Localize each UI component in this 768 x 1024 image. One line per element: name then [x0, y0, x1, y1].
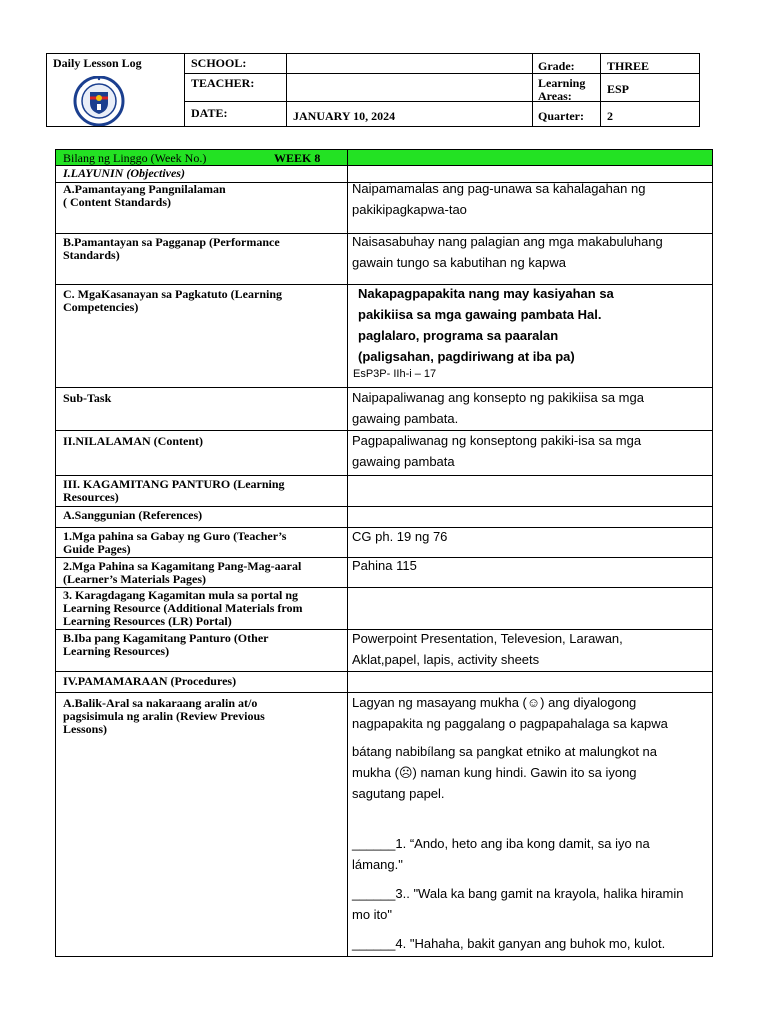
quarter-value: 2	[607, 109, 613, 123]
lesson-log-table	[55, 149, 713, 957]
school-label: SCHOOL:	[191, 56, 247, 70]
grade-label: Grade:	[538, 59, 575, 73]
subtask-value: Naipapaliwanag ang konsepto ng pakikiisa sa mga gawaing pambata.	[352, 390, 644, 426]
quarter-label: Quarter:	[538, 109, 584, 123]
content-standards-value: Naipamamalas ang pag-unawa sa kahalagahan ng pakikipagkapwa-tao	[352, 181, 646, 217]
learning-areas-label-2: Areas:	[538, 89, 572, 103]
content-value: Pagpapaliwanag ng konseptong pakiki-isa sa mga gawaing pambata	[352, 433, 642, 469]
competency-code: EsP3P- IIh-i – 17	[353, 368, 437, 380]
week-label: Bilang ng Linggo (Week No.)	[63, 151, 207, 165]
performance-standards-value: Naisasabuhay nang palagian ang mga makabuluhang gawain tungo sa kabutihan ng kapwa	[352, 234, 663, 270]
date-value: JANUARY 10, 2024	[293, 109, 396, 123]
objectives-heading: I.LAYUNIN (Objectives)	[63, 166, 185, 180]
review-label: A.Balik-Aral sa nakaraang aralin at/o pagsisimula ng aralin (Review Previous Lessons)	[63, 696, 265, 736]
performance-standards-label: B.Pamantayan sa Pagganap (Performance Standards)	[63, 235, 280, 262]
lr-portal-label: 3. Karagdagang Kagamitan mula sa portal ng Learning Resource (Additional Materials from Learning Resources (LR) Portal)	[63, 588, 303, 628]
header-table	[46, 53, 700, 127]
grade-value: THREE	[607, 59, 650, 73]
review-value: Lagyan ng masayang mukha (☺) ang diyalogong nagpapakita ng paggalang o pagpapahalaga sa kapwa bátang nabibílang sa pangkat etniko at malungkot na mukha (☹) naman kung hindi. Gawin ito sa iyong sagutang papel. ______1. “Ando, heto ang iba kong damit, sa iyo na lámang." ______3.. "Wala ka bang gamit na krayola, halika hiramin mo ito" ______4. "Hahaha, bakit ganyan ang buhok mo, kulot.	[352, 695, 684, 951]
subtask-label: Sub-Task	[63, 391, 112, 405]
learners-materials-label: 2.Mga Pahina sa Kagamitang Pang-Mag-aaral (Learner’s Materials Pages)	[63, 559, 302, 586]
teachers-guide-label: 1.Mga pahina sa Gabay ng Guro (Teacher’s Guide Pages)	[63, 529, 287, 556]
learning-areas-label-1: Learning	[538, 76, 586, 90]
content-label: II.NILALAMAN (Content)	[63, 434, 203, 448]
teachers-guide-value: CG ph. 19 ng 76	[352, 529, 448, 544]
teacher-label: TEACHER:	[191, 76, 255, 90]
procedures-heading: IV.PAMAMARAAN (Procedures)	[63, 674, 237, 688]
learners-materials-value: Pahina 115	[352, 558, 417, 573]
learning-areas-value: ESP	[607, 82, 630, 96]
deped-seal-logo	[59, 76, 139, 126]
date-label: DATE:	[191, 106, 228, 120]
week-value: WEEK 8	[274, 151, 321, 165]
other-resources-value: Powerpoint Presentation, Televesion, Larawan, Aklat,papel, lapis, activity sheets	[352, 631, 623, 667]
content-standards-label: A.Pamantayang Pangnilalaman ( Content Standards)	[63, 182, 226, 209]
learning-competencies-value: Nakapagpapakita nang may kasiyahan sa pakikiisa sa mga gawaing pambata Hal. paglalaro, programa sa paaralan (paligsahan, pagdiriwang at iba pa)	[358, 286, 614, 364]
learning-resources-heading: III. KAGAMITANG PANTURO (Learning Resources)	[63, 477, 285, 504]
references-label: A.Sanggunian (References)	[63, 508, 203, 522]
learning-competencies-label: C. MgaKasanayan sa Pagkatuto (Learning Competencies)	[63, 287, 283, 314]
log-title: Daily Lesson Log	[53, 56, 142, 70]
other-resources-label: B.Iba pang Kagamitang Panturo (Other Learning Resources)	[63, 631, 269, 658]
